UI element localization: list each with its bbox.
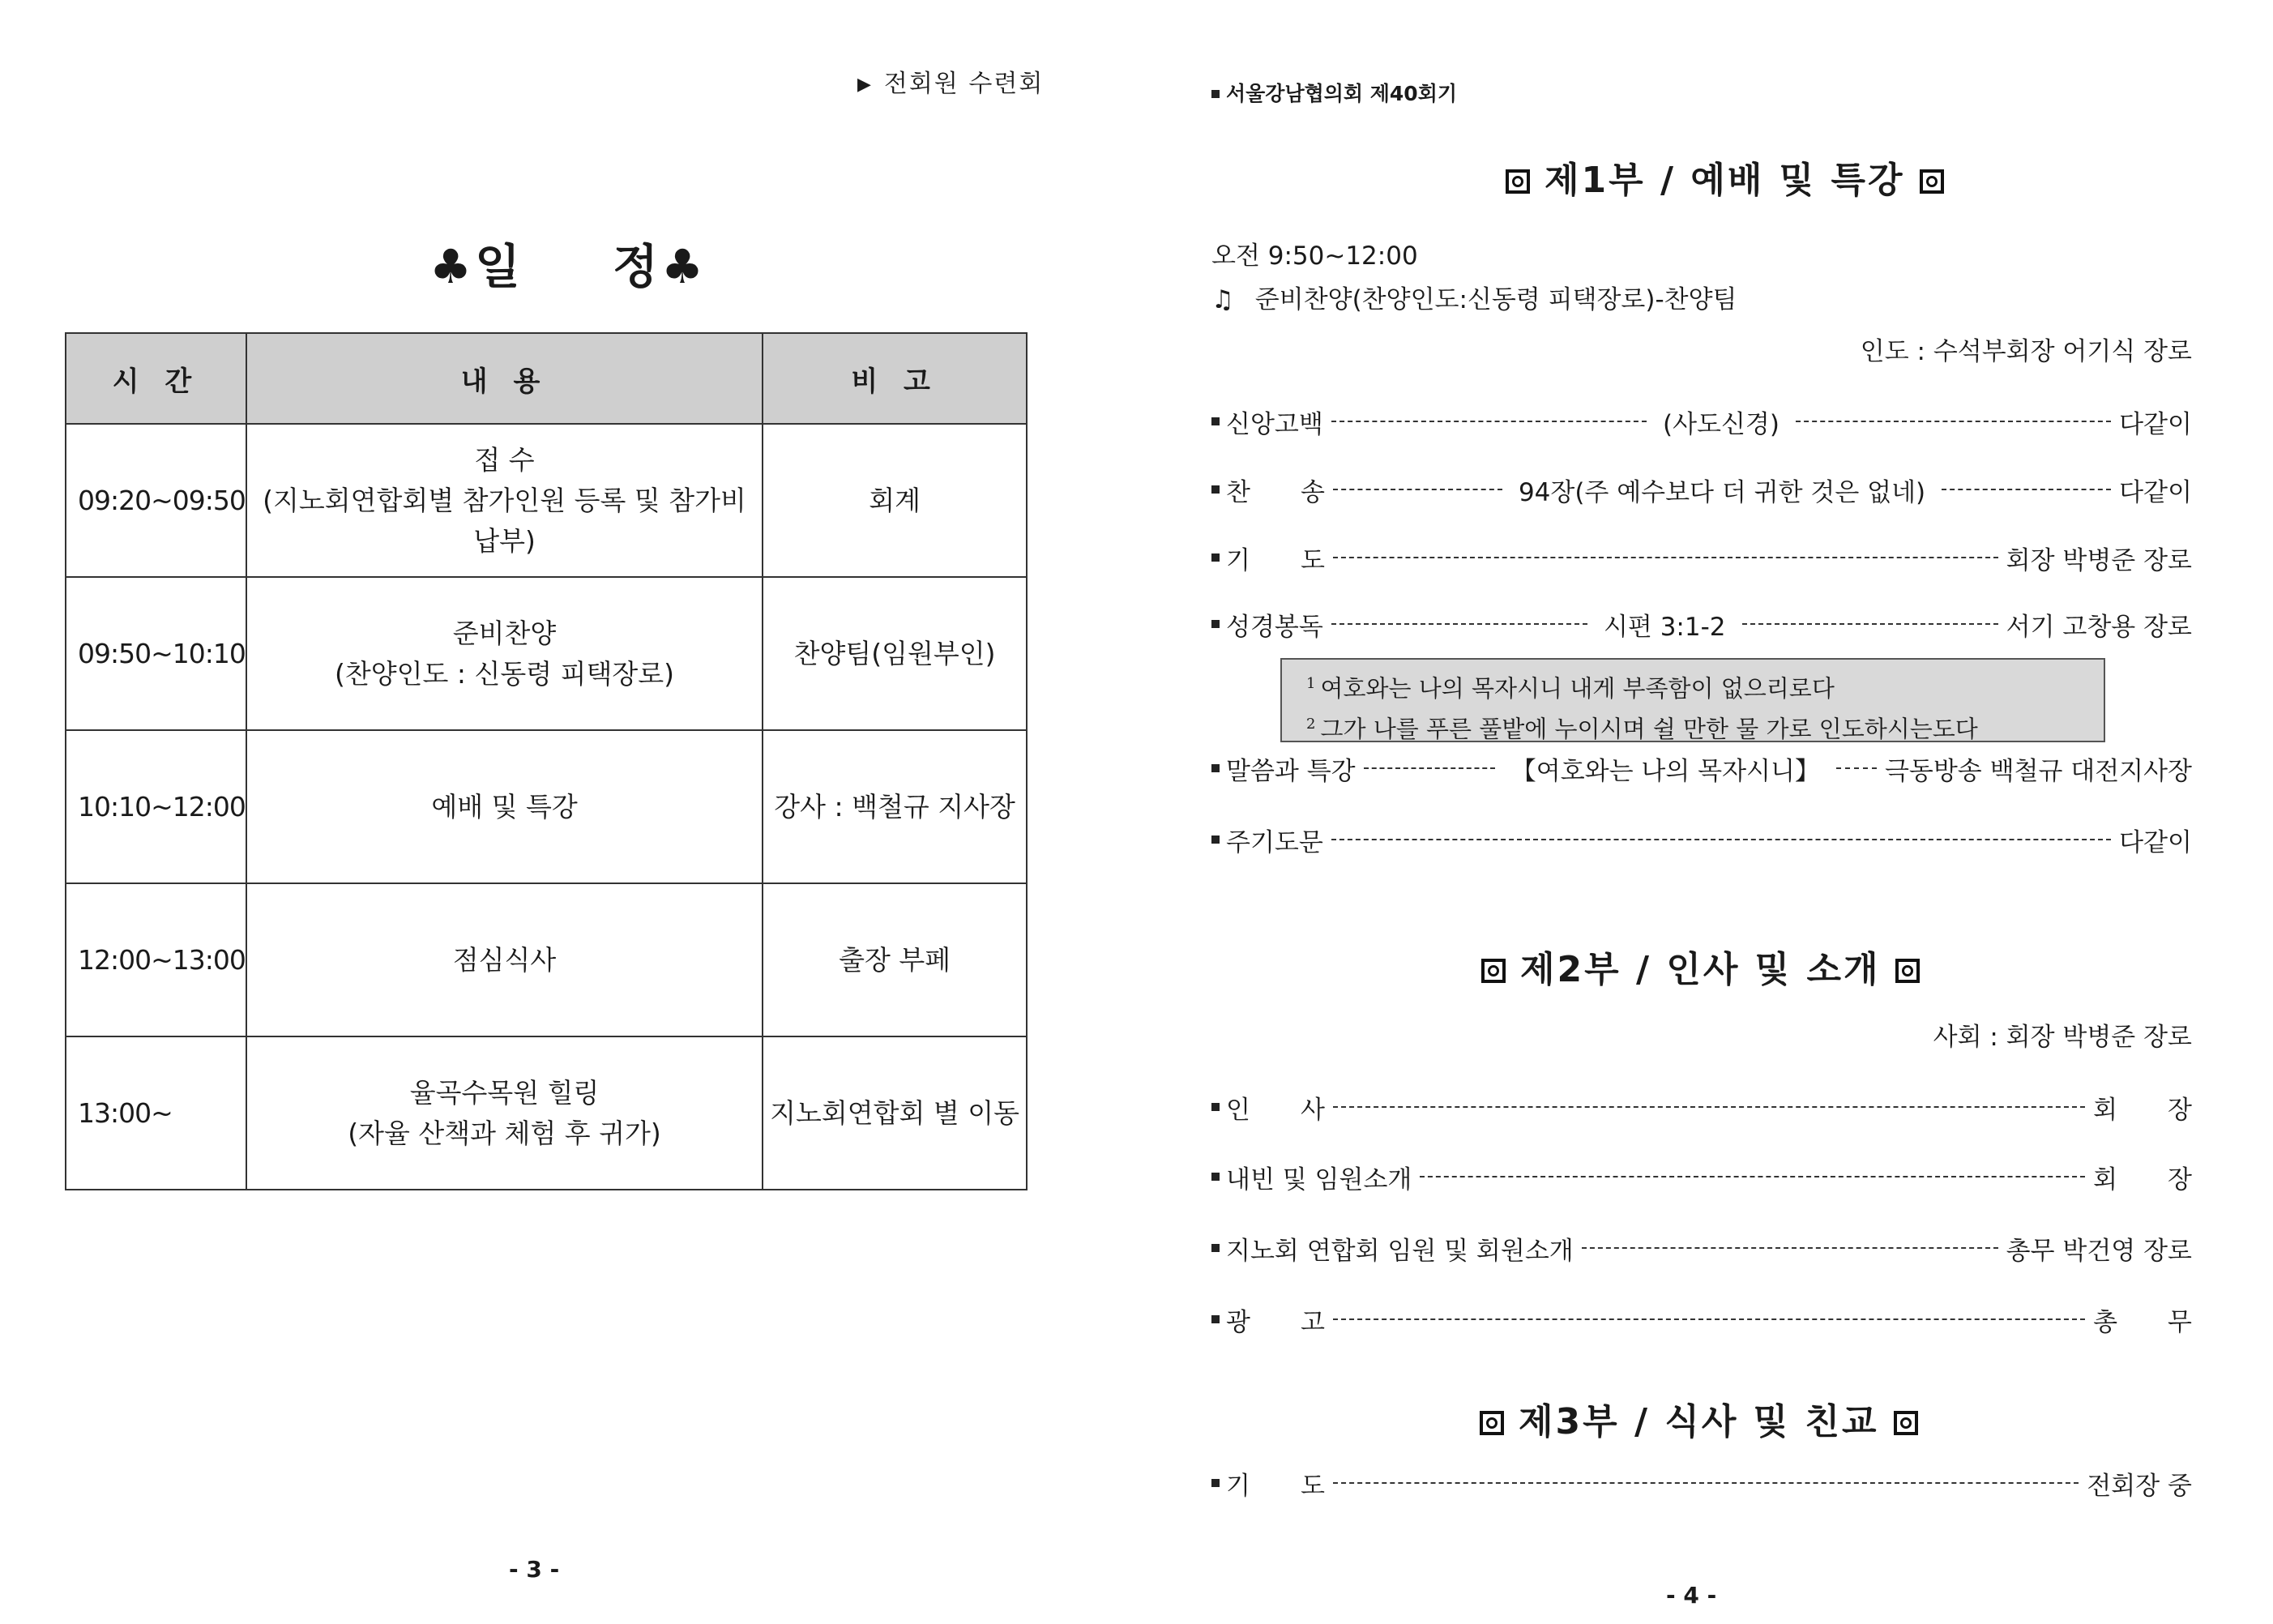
leader-dashes [1331, 421, 1647, 422]
item-person: 회 장 [2093, 1165, 2192, 1194]
item-detail: 94장(주 예수보다 더 귀한 것은 없네) [1518, 477, 1926, 507]
item-label: 주기도문 [1226, 827, 1323, 857]
part1-title-text: 제1부 / 예배 및 특강 [1545, 160, 1905, 201]
program-item [1211, 540, 2192, 575]
row-content [246, 577, 763, 730]
program-item [1211, 1159, 2192, 1194]
square-bullet-icon [1211, 1315, 1220, 1323]
leader-dashes [1333, 1106, 2085, 1108]
program-item [1211, 1301, 2192, 1337]
section-marker-icon [1480, 1411, 1504, 1435]
square-bullet-icon [1211, 1244, 1220, 1252]
program-item [1211, 404, 2192, 439]
item-person: 극동방송 백철규 대전지사장 [1884, 756, 2192, 786]
program-item [1211, 750, 2192, 786]
section-marker-icon [1894, 1411, 1918, 1435]
schedule-title-left: ♣일 [429, 239, 524, 294]
verse-line [1306, 666, 2104, 707]
part2-host: 사회 : 회장 박병준 장로 [1933, 1023, 2192, 1052]
section-marker-icon [1481, 959, 1506, 983]
row-content-line1: 점심식사 [452, 943, 557, 976]
right-header-text: 서울강남협의회 제40회기 [1226, 82, 1457, 105]
section-marker-icon [1895, 959, 1920, 983]
item-label: 기 도 [1226, 545, 1325, 575]
leader-dashes [1333, 489, 1502, 490]
row-note: 찬양팀(임원부인) [763, 577, 1027, 730]
item-person: 총무 박건영 장로 [2006, 1236, 2192, 1266]
item-label: 말씀과 특강 [1226, 756, 1356, 786]
section-marker-icon [1506, 169, 1530, 194]
header-time: 시 간 [66, 333, 246, 424]
row-content-line1: 예배 및 특강 [431, 790, 578, 823]
item-detail: 시편 3:1-2 [1603, 612, 1726, 642]
row-content-line2: (지노회연합회별 참가인원 등록 및 참가비 납부) [263, 484, 746, 557]
program-item [1211, 1089, 2192, 1125]
leader-dashes [1333, 1318, 2085, 1320]
item-person: 회 장 [2093, 1095, 2192, 1125]
square-bullet-icon [1211, 836, 1220, 844]
item-detail: 【여호와는 나의 목자시니】 [1510, 756, 1820, 786]
program-item [1211, 1230, 2192, 1266]
square-bullet-icon [1211, 1173, 1220, 1181]
leader-dashes [1333, 1482, 2079, 1484]
row-note: 강사 : 백철규 지사장 [763, 730, 1027, 883]
item-label: 내빈 및 임원소개 [1226, 1165, 1412, 1194]
item-person: 다같이 [2119, 409, 2192, 439]
item-label: 신앙고백 [1226, 409, 1323, 439]
page-number-4: - 4 - [1666, 1582, 1717, 1609]
item-label: 찬 송 [1226, 477, 1325, 507]
part1-praise: 준비찬양(찬양인도:신동령 피택장로)-찬양팀 [1254, 285, 1737, 314]
item-person: 회장 박병준 장로 [2006, 545, 2192, 575]
leader-dashes [1942, 489, 2111, 490]
item-label: 성경봉독 [1226, 612, 1323, 642]
item-person: 다같이 [2119, 827, 2192, 857]
verse-text: 그가 나를 푸른 풀밭에 누이시며 쉴 만한 물 가로 인도하시는도다 [1320, 715, 1978, 743]
row-note: 출장 부페 [763, 883, 1027, 1036]
row-note: 회계 [763, 424, 1027, 577]
row-time: 09:20~09:50 [66, 424, 246, 577]
row-content-line2: (찬양인도 : 신동령 피택장로) [335, 657, 675, 690]
row-time: 09:50~10:10 [66, 577, 246, 730]
part1-title [1491, 151, 1959, 203]
triangle-bullet-icon: ▶ [857, 75, 873, 95]
schedule-header-row [66, 333, 1027, 424]
square-bullet-icon [1211, 620, 1220, 628]
table-row [66, 1036, 1027, 1190]
row-content [246, 1036, 763, 1190]
row-content [246, 730, 763, 883]
leader-dashes [1836, 767, 1877, 769]
item-label: 기 도 [1226, 1471, 1325, 1501]
row-content-line1: 접 수 [474, 443, 535, 476]
item-person: 서기 고창용 장로 [2006, 612, 2192, 642]
square-bullet-icon [1211, 553, 1220, 562]
row-note: 지노회연합회 별 이동 [763, 1036, 1027, 1190]
leader-dashes [1742, 623, 1998, 625]
header-note: 비 고 [763, 333, 1027, 424]
right-page-header [1211, 78, 1457, 107]
program-item [1211, 822, 2192, 857]
verse-text: 여호와는 나의 목자시니 내게 부족함이 없으리로다 [1320, 674, 1835, 703]
scripture-verse-box [1280, 658, 2105, 742]
leader-dashes [1420, 1176, 2085, 1177]
music-note-icon: ♫ [1211, 285, 1234, 314]
item-label: 인 사 [1226, 1095, 1325, 1125]
row-content-line2: (자율 산책과 체험 후 귀가) [348, 1117, 661, 1149]
verse-number: 2 [1306, 715, 1316, 733]
square-bullet-icon [1211, 764, 1220, 772]
item-detail: (사도신경) [1662, 409, 1780, 439]
header-content: 내 용 [246, 333, 763, 424]
row-content-line1: 율곡수목원 힐링 [409, 1076, 600, 1109]
item-label: 광 고 [1226, 1307, 1325, 1337]
item-person: 전회장 중 [2087, 1471, 2192, 1501]
row-time: 12:00~13:00 [66, 883, 246, 1036]
square-bullet-icon [1211, 90, 1220, 98]
left-header-text: 전회원 수련회 [883, 70, 1045, 98]
leader-dashes [1333, 557, 1998, 558]
part1-leader: 인도 : 수석부회장 어기식 장로 [1860, 337, 2192, 366]
schedule-title-right: 정♣ [613, 239, 707, 294]
table-row [66, 883, 1027, 1036]
square-bullet-icon [1211, 1103, 1220, 1111]
program-item [1211, 1465, 2192, 1501]
row-content [246, 883, 763, 1036]
row-time: 10:10~12:00 [66, 730, 246, 883]
schedule-table [65, 332, 1028, 1190]
table-row [66, 424, 1027, 577]
verse-line [1306, 707, 2104, 747]
table-row [66, 577, 1027, 730]
part3-title-text: 제3부 / 식사 및 친교 [1519, 1401, 1879, 1442]
verse-number: 1 [1306, 675, 1316, 692]
left-page-header [857, 63, 1044, 99]
part1-praise-line [1211, 279, 1737, 315]
page-number-3: - 3 - [509, 1556, 560, 1583]
square-bullet-icon [1211, 417, 1220, 425]
row-content-line1: 준비찬양 [452, 617, 557, 649]
row-content [246, 424, 763, 577]
row-time: 13:00~ [66, 1036, 246, 1190]
leader-dashes [1331, 839, 2111, 840]
item-person: 총 무 [2093, 1307, 2192, 1337]
part2-title [1467, 940, 1934, 992]
part3-title [1465, 1392, 1933, 1444]
leader-dashes [1331, 623, 1587, 625]
part2-title-text: 제2부 / 인사 및 소개 [1520, 949, 1881, 990]
leader-dashes [1364, 767, 1495, 769]
item-person: 다같이 [2119, 477, 2193, 507]
leader-dashes [1582, 1247, 1998, 1249]
square-bullet-icon [1211, 1479, 1220, 1487]
table-row [66, 730, 1027, 883]
section-marker-icon [1920, 169, 1944, 194]
schedule-title [429, 229, 707, 297]
program-item [1211, 606, 2192, 642]
item-label: 지노회 연합회 임원 및 회원소개 [1226, 1236, 1574, 1266]
leader-dashes [1796, 421, 2111, 422]
program-item [1211, 472, 2192, 507]
square-bullet-icon [1211, 485, 1220, 494]
part1-time: 오전 9:50~12:00 [1211, 241, 1418, 271]
